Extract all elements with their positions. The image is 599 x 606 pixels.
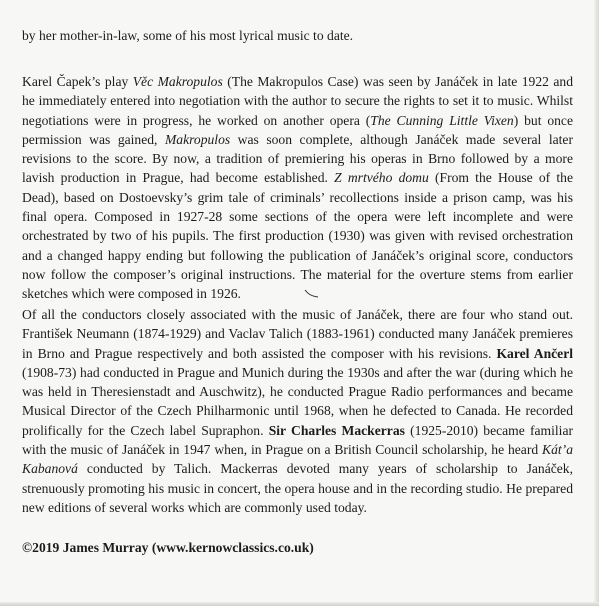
opera-title-z-mrtveho-domu: Z mrtvého domu xyxy=(334,170,429,186)
text-run: ) but once permission was gained, xyxy=(22,112,573,147)
opera-title-cunning-little-vixen: The Cunning Little Vixen xyxy=(370,112,514,128)
page-bottom-shadow xyxy=(0,602,599,606)
text-run: (The Makropulos Case) was seen by Janáček in late 1922 and he immediately entered into negotiation with the author to secure the rights to set it to music. Whilst negotiations were in progress, he worked on another opera ( xyxy=(22,74,573,128)
text-run: was soon complete, although Janáček made several later revisions to the score. By now, a tradition of premiering his operas in Brno followed by a more lavish production in Prague, had become established. xyxy=(22,131,573,186)
paragraph-2 xyxy=(22,72,573,304)
text-run: Karel Čapek’s play xyxy=(22,74,133,89)
text-run: (1925-2010) became familiar with the music of Janáček in 1947 when, in Prague on a British Council scholarship, he heard xyxy=(22,422,573,458)
paragraph-continuation xyxy=(22,26,573,45)
paragraph-1-text: by her mother-in-law, some of his most lyrical music to date. xyxy=(22,28,354,43)
text-run: (From the House of the Dead), based on Dostoevsky’s grim tale of criminals’ recollections inside a prison camp, was his final opera. Composed in 1927-28 some sections of the opera were left incomplete and were orchestrated by two of his pupils. The first production (1930) was given with revised orchestration and a changed happy ending but following the publication of Janáček’s original score, conductors now follow the composer’s original instructions. The material for the overture stems from earlier sketches which were composed in 1926. xyxy=(22,170,574,302)
pen-tick-mark xyxy=(304,289,320,299)
text-run: conducted by Talich. Mackerras devoted many years of scholarship to Janáček, strenuously promoting his music in concert, the opera house and in the recording studio. He prepared new editions of several works which are commonly used today. xyxy=(22,461,573,515)
text-run: (1908-73) had conducted in Prague and Munich during the 1930s and after the war (during which he was held in Theresienstadt and Auschwitz), he conducted Prague Radio performances and became Musical Director of the Czech Philharmonic until 1968, when he defected to Canada. He recorded prolifically for the Czech label Supraphon. xyxy=(22,364,573,438)
opera-title-vec-makropulos: Věc Makropulos xyxy=(132,74,223,89)
paragraph-conductors xyxy=(22,305,573,517)
opera-title-makropulos: Makropulos xyxy=(164,131,231,147)
paragraph-makropulos xyxy=(22,72,573,304)
conductor-name-mackerras: Sir Charles Mackerras xyxy=(268,422,405,438)
conductor-name-ancerl: Karel Ančerl xyxy=(496,345,574,361)
text-run: Of all the conductors closely associated with the music of Janáček, there are four who stand out. František Neumann (1874-1929) and Vaclav Talich (1883-1961) conducted many Janáček premieres in Brno and Prague respectively and both assisted the composer with his revisions. xyxy=(22,307,573,361)
opera-title-kata-kabanova: Kát’a Kabanová xyxy=(22,442,573,477)
page-edge-shadow xyxy=(594,0,599,606)
copyright-line: ©2019 James Murray (www.kernowclassics.co.uk) xyxy=(22,540,314,555)
paragraph-3 xyxy=(22,305,573,517)
